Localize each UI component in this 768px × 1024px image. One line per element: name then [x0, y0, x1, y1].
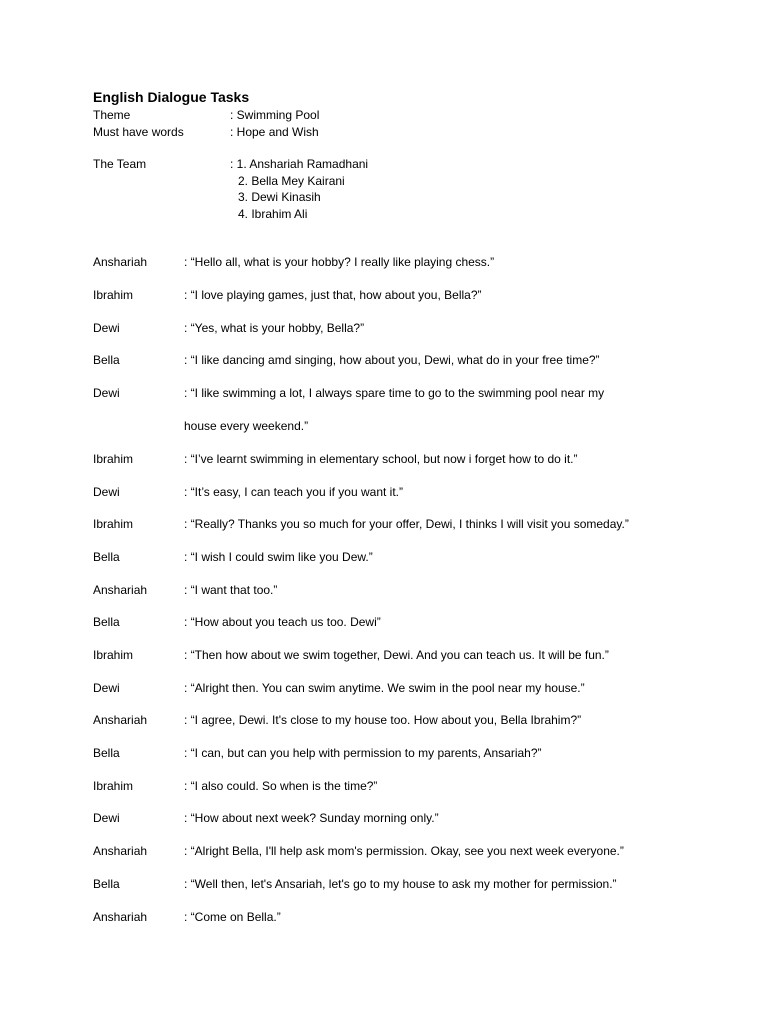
team-member: 2. Bella Mey Kairani [238, 174, 345, 188]
speaker-name: Anshariah [93, 255, 148, 269]
speech-text: : “How about you teach us too. Dewi” [184, 615, 381, 629]
speaker-name: Ibrahim [93, 779, 134, 793]
speaker-name: Anshariah [93, 583, 148, 597]
speaker-name: Ibrahim [93, 648, 134, 662]
speaker-name: Anshariah [93, 910, 148, 924]
speaker-name: Ibrahim [93, 288, 134, 302]
speaker-name: Ibrahim [93, 517, 134, 531]
speech-text: : “Well then, let's Ansariah, let's go to my house to ask my mother for permission.” [184, 877, 617, 891]
speech-text: : “I like dancing amd singing, how about you, Dewi, what do in your free time?” [184, 353, 600, 367]
speech-text: : “I want that too.” [184, 583, 278, 597]
speech-text: : “Then how about we swim together, Dewi. And you can teach us. It will be fun.” [184, 648, 609, 662]
speaker-name: Dewi [93, 681, 120, 695]
speech-text: : “I can, but can you help with permission to my parents, Ansariah?” [184, 746, 542, 760]
must-have-words-value: : Hope and Wish [230, 125, 319, 139]
speaker-name: Bella [93, 353, 120, 367]
speech-text: : “I’ve learnt swimming in elementary school, but now i forget how to do it.” [184, 452, 578, 466]
speech-text: : “Really? Thanks you so much for your offer, Dewi, I thinks I will visit you someday.” [184, 517, 629, 531]
team-label: The Team [93, 157, 147, 171]
speech-text: : “I love playing games, just that, how about you, Bella?” [184, 288, 482, 302]
speech-continuation: house every weekend.” [184, 419, 309, 433]
speech-text: : “Alright Bella, I'll help ask mom's permission. Okay, see you next week everyone.” [184, 844, 624, 858]
speech-text: : “I also could. So when is the time?” [184, 779, 378, 793]
speech-text: : “Hello all, what is your hobby? I really like playing chess.” [184, 255, 495, 269]
speaker-name: Bella [93, 877, 120, 891]
speech-text: : “I like swimming a lot, I always spare time to go to the swimming pool near my [184, 386, 605, 400]
speaker-name: Dewi [93, 386, 120, 400]
theme-label: Theme [93, 108, 131, 122]
speaker-name: Anshariah [93, 844, 148, 858]
speaker-name: Bella [93, 550, 120, 564]
speaker-name: Dewi [93, 811, 120, 825]
speaker-name: Anshariah [93, 713, 148, 727]
speaker-name: Dewi [93, 321, 120, 335]
speaker-name: Ibrahim [93, 452, 134, 466]
speech-text: : “Come on Bella.” [184, 910, 281, 924]
speaker-name: Dewi [93, 485, 120, 499]
theme-value: : Swimming Pool [230, 108, 320, 122]
team-member: : 1. Anshariah Ramadhani [230, 157, 369, 171]
document-title: English Dialogue Tasks [93, 89, 250, 105]
speaker-name: Bella [93, 746, 120, 760]
speech-text: : “I wish I could swim like you Dew.” [184, 550, 373, 564]
team-member: 4. Ibrahim Ali [238, 207, 308, 221]
speech-text: : “It’s easy, I can teach you if you want it.” [184, 485, 403, 499]
speech-text: : “How about next week? Sunday morning only.” [184, 811, 439, 825]
speech-text: : “Alright then. You can swim anytime. We swim in the pool near my house.” [184, 681, 585, 695]
speech-text: : “Yes, what is your hobby, Bella?” [184, 321, 365, 335]
speaker-name: Bella [93, 615, 120, 629]
team-member: 3. Dewi Kinasih [238, 190, 321, 204]
must-have-words-label: Must have words [93, 125, 184, 139]
speech-text: : “I agree, Dewi. It's close to my house too. How about you, Bella Ibrahim?” [184, 713, 582, 727]
